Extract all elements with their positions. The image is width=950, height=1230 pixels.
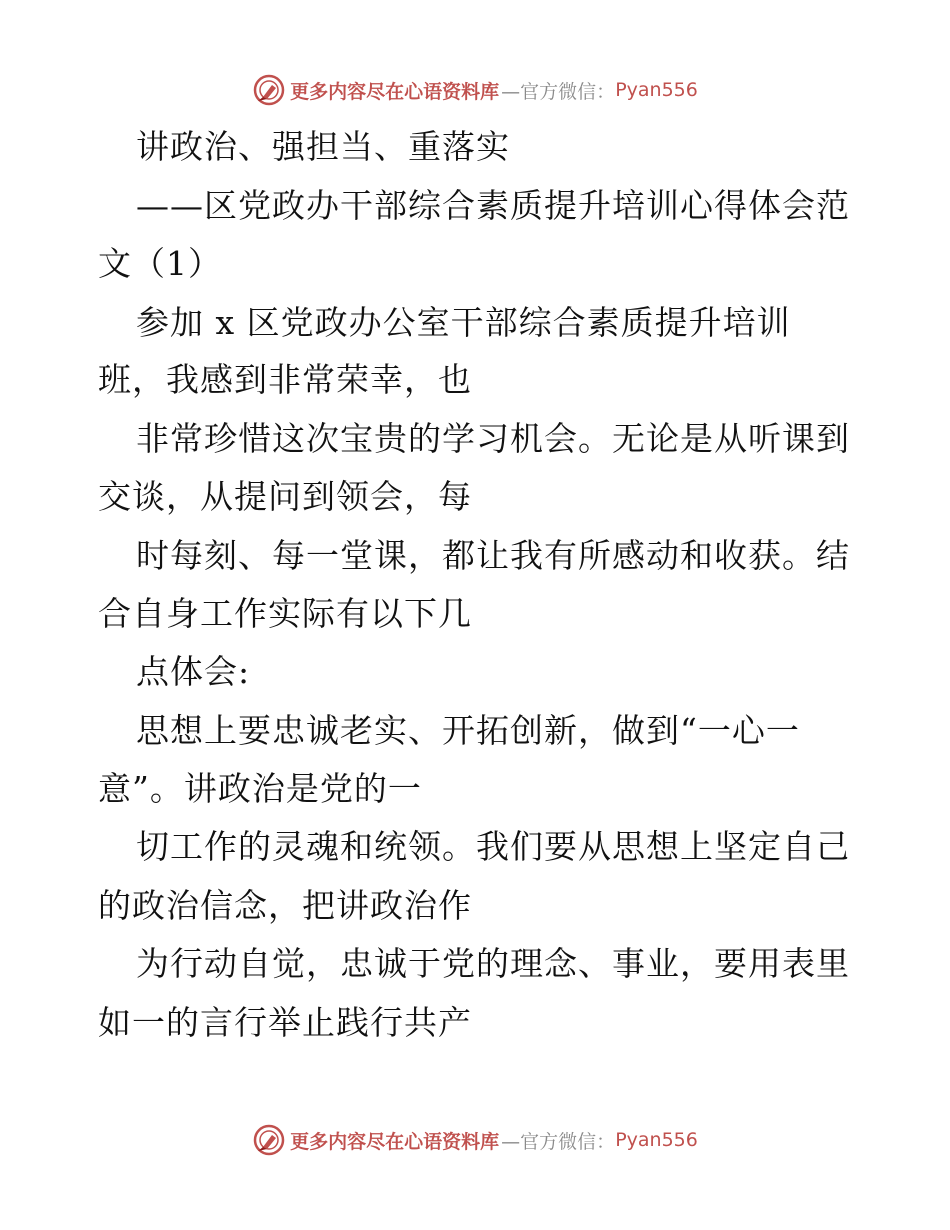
document-subtitle: ——区党政办干部综合素质提升培训心得体会范 bbox=[136, 186, 850, 225]
paragraph-line: 参加 x 区党政办公室干部综合素质提升培训 bbox=[136, 303, 791, 342]
document-subtitle-continued: 文（1） bbox=[98, 244, 222, 283]
footer-watermark bbox=[0, 1122, 950, 1158]
paragraph-line: 切工作的灵魂和统领。我们要从思想上坚定自己 bbox=[136, 827, 850, 866]
watermark-separator-text: —官方微信： bbox=[501, 80, 616, 103]
watermark-wechat-id: Pyan556 bbox=[615, 1129, 698, 1151]
pen-nib-logo-icon bbox=[252, 1123, 286, 1157]
paragraph-line: 点体会: bbox=[136, 652, 251, 691]
watermark-separator-text: —官方微信： bbox=[501, 1130, 616, 1153]
paragraph-line: 的政治信念，把讲政治作 bbox=[98, 886, 472, 925]
watermark-wechat-id: Pyan556 bbox=[615, 79, 698, 101]
paragraph-line: 意”。讲政治是党的一 bbox=[98, 769, 422, 808]
paragraph-line: 时每刻、每一堂课，都让我有所感动和收获。结 bbox=[136, 536, 850, 575]
watermark-brand-text: 更多内容尽在心语资料库 bbox=[290, 1130, 500, 1153]
paragraph-line: 如一的言行举止践行共产 bbox=[98, 1003, 472, 1042]
paragraph-line: 非常珍惜这次宝贵的学习机会。无论是从听课到 bbox=[136, 419, 850, 458]
paragraph-line: 合自身工作实际有以下几 bbox=[98, 594, 472, 633]
watermark-brand-text: 更多内容尽在心语资料库 bbox=[290, 80, 500, 103]
header-watermark bbox=[0, 72, 950, 108]
paragraph-line: 为行动自觉，忠诚于党的理念、事业，要用表里 bbox=[136, 944, 850, 983]
document-title: 讲政治、强担当、重落实 bbox=[136, 127, 510, 166]
paragraph-line: 思想上要忠诚老实、开拓创新，做到“一心一 bbox=[136, 711, 800, 750]
pen-nib-logo-icon bbox=[252, 73, 286, 107]
paragraph-line: 班，我感到非常荣幸，也 bbox=[98, 360, 472, 399]
paragraph-line: 交谈，从提问到领会，每 bbox=[98, 477, 472, 516]
